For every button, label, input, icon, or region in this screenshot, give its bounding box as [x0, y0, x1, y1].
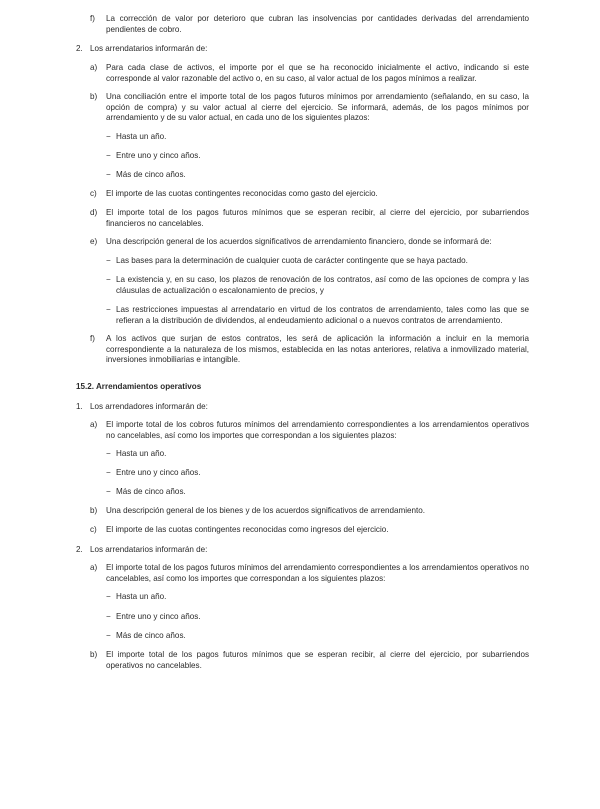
- item-text: Más de cinco años.: [116, 631, 186, 640]
- list-item-f: [90, 334, 529, 366]
- numbered-item-1: [76, 402, 529, 413]
- dash-bullet: −: [106, 468, 111, 477]
- item-text: La corrección de valor por deterioro que cubran las insolvencias por cantidades derivadas del arrendamiento pendientes de cobro.: [106, 14, 529, 34]
- item-text: Más de cinco años.: [116, 487, 186, 496]
- item-label: d): [90, 208, 98, 217]
- numbered-item-2: [76, 44, 529, 55]
- section-heading: 15.2. Arrendamientos operativos: [76, 382, 202, 391]
- item-label: e): [90, 237, 98, 246]
- dash-item: [106, 487, 529, 498]
- item-label: f): [90, 334, 95, 343]
- list-item-b: [90, 92, 529, 124]
- item-text: Una descripción general de los bienes y de los acuerdos significativos de arrendamiento.: [106, 506, 425, 515]
- item-text: Hasta un año.: [116, 449, 167, 458]
- item-label: a): [90, 563, 98, 572]
- item-text: Entre uno y cinco años.: [116, 468, 201, 477]
- list-item-d: [90, 208, 529, 229]
- item-label: f): [90, 14, 95, 23]
- dash-bullet: −: [106, 256, 111, 265]
- dash-item: [106, 256, 529, 267]
- item-text: Hasta un año.: [116, 592, 167, 601]
- item-label: b): [90, 506, 98, 515]
- dash-item: [106, 275, 529, 296]
- item-text: Los arrendadores informarán de:: [90, 402, 208, 411]
- dash-item: [106, 170, 529, 181]
- dash-item: [106, 132, 529, 143]
- item-text: La existencia y, en su caso, los plazos de renovación de los contratos, así como de las opciones de compra y las cláusulas de actualización o escalonamiento de precios, y: [116, 275, 529, 295]
- item-label: 2.: [76, 44, 83, 53]
- item-text: El importe total de los cobros futuros mínimos del arrendamiento correspondientes a los arrendamientos operativos no cancelables, así como los importes que correspondan a los siguientes plazos:: [106, 420, 529, 440]
- dash-bullet: −: [106, 592, 111, 601]
- item-text: El importe de las cuotas contingentes reconocidas como ingresos del ejercicio.: [106, 525, 389, 534]
- list-item-f-impairment: [90, 14, 529, 35]
- item-label: b): [90, 650, 98, 659]
- list-item-c: [90, 525, 529, 536]
- item-label: a): [90, 63, 98, 72]
- dash-item: [106, 468, 529, 479]
- list-item-e: [90, 237, 529, 248]
- dash-bullet: −: [106, 275, 111, 284]
- list-item-a: [90, 420, 529, 441]
- item-text: Una descripción general de los acuerdos significativos de arrendamiento financiero, donde se informará de:: [106, 237, 492, 246]
- item-text: A los activos que surjan de estos contratos, les será de aplicación la información a incluir en la memoria correspondiente a la naturaleza de los mismos, establecida en las notas anteriores, relativa a inmovilizado material, inversiones inmobiliarias e intangible.: [106, 334, 529, 365]
- item-text: El importe de las cuotas contingentes reconocidas como gasto del ejercicio.: [106, 189, 378, 198]
- item-label: b): [90, 92, 98, 101]
- dash-bullet: −: [106, 151, 111, 160]
- dash-bullet: −: [106, 631, 111, 640]
- dash-bullet: −: [106, 612, 111, 621]
- item-text: Las bases para la determinación de cualquier cuota de carácter contingente que se haya pactado.: [116, 256, 468, 265]
- dash-bullet: −: [106, 305, 111, 314]
- item-text: El importe total de los pagos futuros mínimos que se esperan recibir, al cierre del ejercicio, por subarriendos operativos no cancelables.: [106, 650, 529, 670]
- numbered-item-2: [76, 545, 529, 556]
- item-text: Una conciliación entre el importe total de los pagos futuros mínimos por arrendamiento (señalando, en su caso, la opción de compra) y su valor actual al cierre del ejercicio. Se informará, además, de los pagos mínimos por arrendamiento y de su valor actual, en cada uno de los siguientes plazos:: [106, 92, 529, 123]
- item-label: 1.: [76, 402, 83, 411]
- dash-bullet: −: [106, 170, 111, 179]
- item-text: Las restricciones impuestas al arrendatario en virtud de los contratos de arrendamiento, tales como las que se refieran a la distribución de dividendos, al endeudamiento adicional o a nuevos contratos de arrendamiento.: [116, 305, 529, 325]
- dash-item: [106, 151, 529, 162]
- dash-bullet: −: [106, 132, 111, 141]
- item-text: Para cada clase de activos, el importe por el que se ha reconocido inicialmente el activo, indicando si este corresponde al valor razonable del activo o, en su caso, al valor actual de los pagos mínimos a realizar.: [106, 63, 529, 83]
- list-item-c: [90, 189, 529, 200]
- item-label: 2.: [76, 545, 83, 554]
- dash-item: [106, 305, 529, 326]
- dash-bullet: −: [106, 449, 111, 458]
- dash-item: [106, 631, 529, 642]
- item-label: c): [90, 189, 97, 198]
- item-text: Hasta un año.: [116, 132, 167, 141]
- item-label: c): [90, 525, 97, 534]
- dash-bullet: −: [106, 487, 111, 496]
- item-text: Entre uno y cinco años.: [116, 612, 201, 621]
- dash-item: [106, 612, 529, 623]
- item-text: Entre uno y cinco años.: [116, 151, 201, 160]
- list-item-b: [90, 650, 529, 671]
- dash-item: [106, 449, 529, 460]
- item-text: El importe total de los pagos futuros mínimos del arrendamiento correspondientes a los arrendamientos operativos no cancelables, así como los importes que correspondan a los siguientes plazos:: [106, 563, 529, 583]
- item-text: Más de cinco años.: [116, 170, 186, 179]
- list-item-a: [90, 63, 529, 84]
- list-item-a: [90, 563, 529, 584]
- dash-item: [106, 592, 529, 603]
- item-text: El importe total de los pagos futuros mínimos que se esperan recibir, al cierre del ejercicio, por subarriendos financieros no cancelables.: [106, 208, 529, 228]
- list-item-b: [90, 506, 529, 517]
- item-label: a): [90, 420, 98, 429]
- item-text: Los arrendatarios informarán de:: [90, 545, 208, 554]
- item-text: Los arrendatarios informarán de:: [90, 44, 208, 53]
